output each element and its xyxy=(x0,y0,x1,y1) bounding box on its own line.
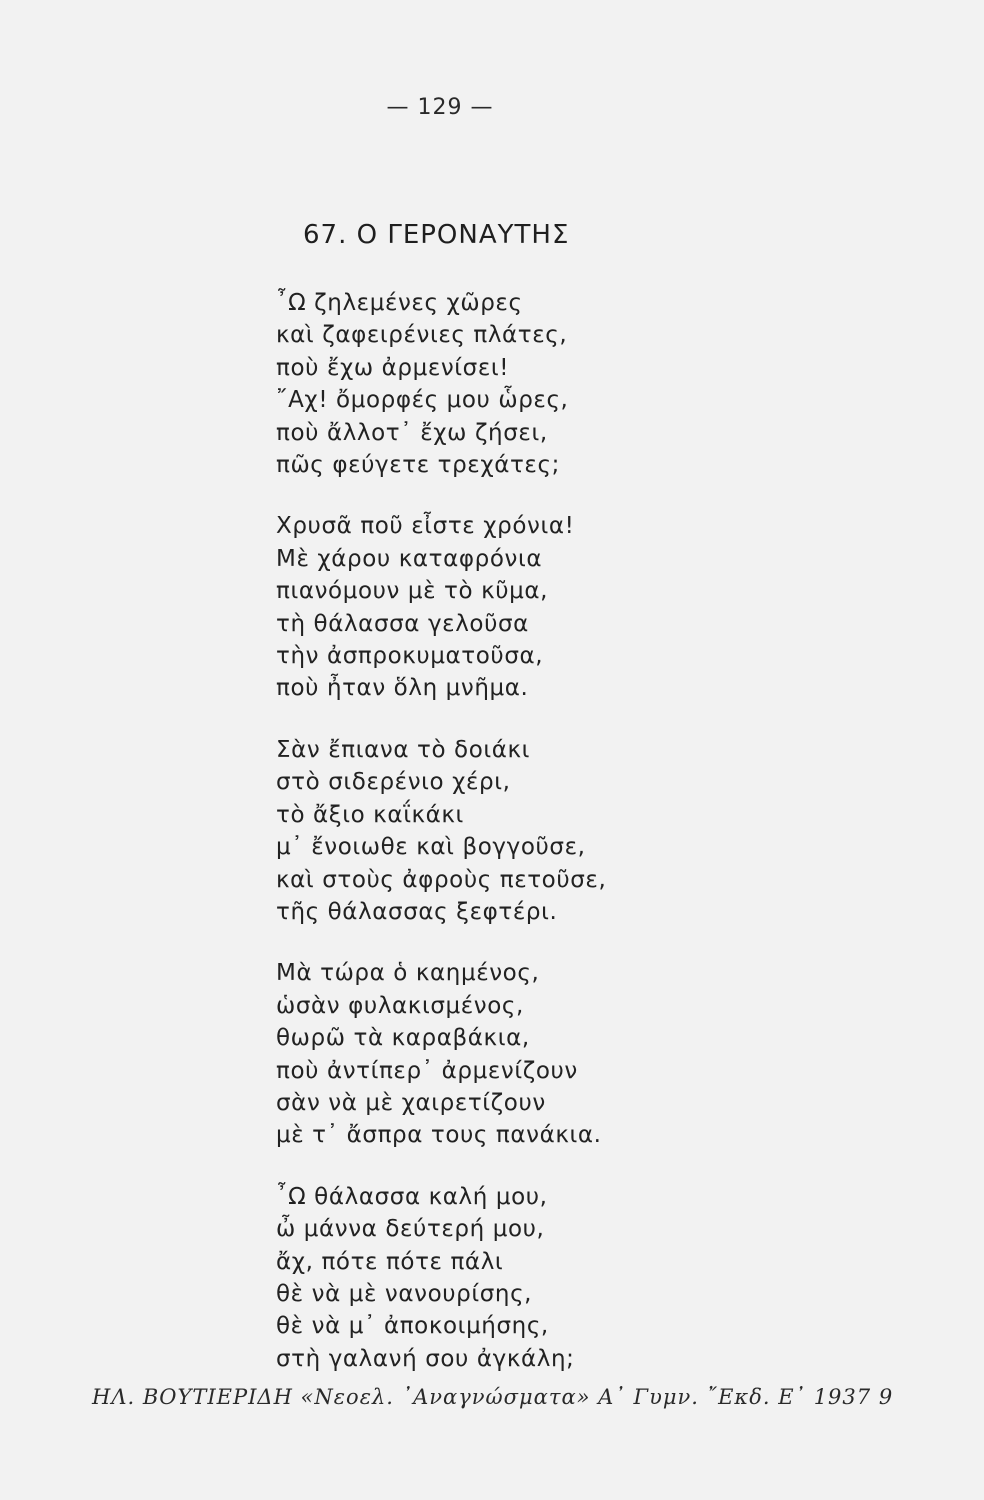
poem-line: πιανόμουν μὲ τὸ κῦμα, xyxy=(276,578,549,605)
poem-line: καὶ στοὺς ἀφροὺς πετοῦσε, xyxy=(276,866,607,893)
poem-line: ῎Αχ! ὄμορφές μου ὧρες, xyxy=(276,387,569,414)
poem-body xyxy=(276,287,836,1404)
poem-line: θωρῶ τὰ καραβάκια, xyxy=(276,1025,530,1052)
signature-footer: ΗΛ. ΒΟΥΤΙΕΡΙΔΗ «Νεοελ. ᾽Αναγνώσματα» Α᾽ Γυμν. ῎Εκδ. Ε᾽ 1937 9 xyxy=(92,1385,894,1409)
poem-line: τὴ θάλασσα γελοῦσα xyxy=(276,610,529,637)
poem-line: θὲ νὰ μὲ νανουρίσης, xyxy=(276,1280,533,1307)
poem-line: ὦ μάννα δεύτερή μου, xyxy=(276,1216,545,1243)
poem-line: σὰν νὰ μὲ χαιρετίζουν xyxy=(276,1089,546,1116)
stanza xyxy=(276,957,836,1151)
poem-line: ἄχ, πότε πότε πάλι xyxy=(276,1248,504,1275)
poem-line: στὴ γαλανή σου ἀγκάλη; xyxy=(276,1345,575,1372)
poem-line: ῏Ω θάλασσα καλή μου, xyxy=(276,1183,548,1210)
poem-line: στὸ σιδερένιο χέρι, xyxy=(276,769,511,796)
poem-line: καὶ ζαφειρένιες πλάτες, xyxy=(276,322,568,349)
page-number: — 129 — xyxy=(386,95,494,120)
poem-line: ῏Ω ζηλεμένες χῶρες xyxy=(276,290,523,316)
poem-line: ποὺ ἄλλοτ᾽ ἔχω ζήσει, xyxy=(276,419,548,446)
poem-line: Σὰν ἔπιανα τὸ δοιάκι xyxy=(276,736,531,763)
poem-line: θὲ νὰ μ᾽ ἀποκοιμήσης, xyxy=(276,1313,549,1340)
stanza xyxy=(276,734,836,928)
poem-line: Μὲ χάρου καταφρόνια xyxy=(276,545,543,572)
poem-line: ποὺ ἀντίπερ᾽ ἀρμενίζουν xyxy=(276,1057,578,1084)
poem-line: τὸ ἄξιο καΐκάκι xyxy=(276,801,464,828)
poem-line: μ᾽ ἔνοιωθε καὶ βογγοῦσε, xyxy=(276,834,586,861)
stanza xyxy=(276,1181,836,1375)
poem-line: ποὺ ἦταν ὅλη μνῆμα. xyxy=(276,675,529,702)
stanza xyxy=(276,510,836,704)
poem-line: τὴν ἀσπροκυματοῦσα, xyxy=(276,643,544,670)
poem-line: πῶς φεύγετε τρεχάτες; xyxy=(276,452,560,479)
stanza xyxy=(276,287,836,481)
poem-line: Χρυσᾶ ποῦ εἶστε χρόνια! xyxy=(276,513,575,540)
poem-line: Μὰ τώρα ὁ καημένος, xyxy=(276,960,540,987)
poem-title: 67. Ο ΓΕΡΟΝΑΥΤΗΣ xyxy=(303,220,570,250)
poem-line: μὲ τ᾽ ἄσπρα τους πανάκια. xyxy=(276,1122,602,1149)
poem-line: ὡσὰν φυλακισμένος, xyxy=(276,992,524,1019)
poem-line: τῆς θάλασσας ξεφτέρι. xyxy=(276,898,558,925)
poem-line: ποὺ ἔχω ἀρμενίσει! xyxy=(276,354,510,381)
